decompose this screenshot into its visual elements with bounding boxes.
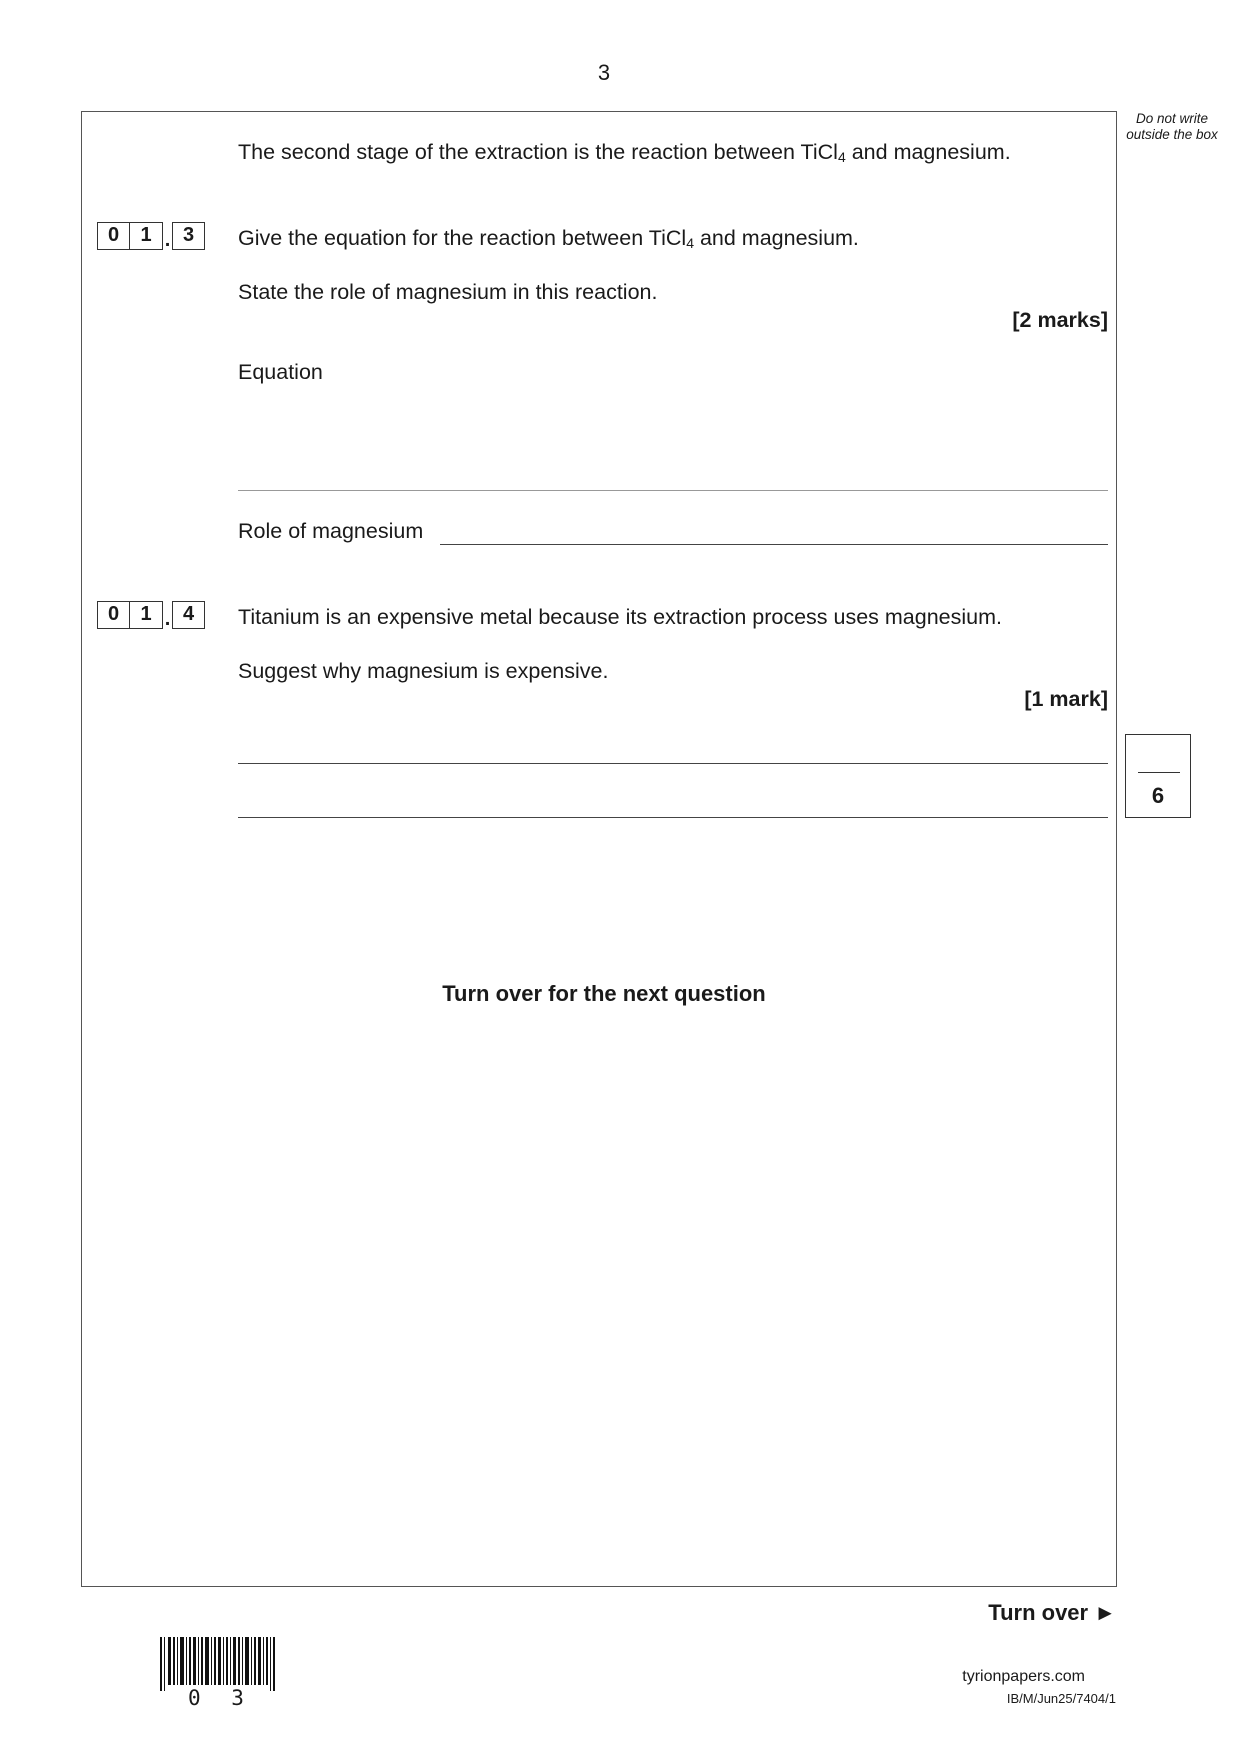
- question-number-01-4: [97, 601, 205, 629]
- equation-label: Equation: [238, 360, 323, 384]
- barcode-digits: 0 3: [188, 1686, 253, 1710]
- q014-prompt: Titanium is an expensive metal because its extraction process uses magnesium.: [238, 605, 1003, 629]
- qnum-digit: 1: [130, 222, 163, 250]
- qnum-digit: 3: [172, 222, 205, 250]
- qnum-dot: .: [164, 229, 171, 251]
- answer-line[interactable]: [238, 763, 1108, 764]
- turn-over-next-question: Turn over for the next question: [442, 981, 766, 1006]
- qnum-digit: 0: [97, 222, 130, 250]
- barcode-image: [160, 1637, 276, 1691]
- q013-prompt-equation: Give the equation for the reaction between TiCl$_4$ and magnesium.: [238, 226, 859, 251]
- q013-marks: [2 marks]: [1012, 308, 1108, 332]
- turn-over-label: Turn over ►: [988, 1600, 1116, 1625]
- role-label: Role of magnesium: [238, 519, 424, 543]
- qnum-dot: .: [164, 608, 171, 630]
- qnum-digit: 1: [130, 601, 163, 629]
- site-name: tyrionpapers.com: [962, 1668, 1085, 1685]
- q013-prompt-role: State the role of magnesium in this reaction.: [238, 280, 658, 304]
- q014-suggest: Suggest why magnesium is expensive.: [238, 659, 609, 683]
- margin-note: Do not write outside the box: [1126, 111, 1218, 142]
- equation-answer-line[interactable]: [238, 490, 1108, 491]
- score-total: 6: [1151, 783, 1165, 808]
- q014-marks: [1 mark]: [1024, 687, 1108, 711]
- qnum-digit: 4: [172, 601, 205, 629]
- question-number-01-3: [97, 222, 205, 250]
- qnum-digit: 0: [97, 601, 130, 629]
- answer-line[interactable]: [238, 817, 1108, 818]
- score-divider: [1138, 772, 1180, 773]
- page-number: 3: [597, 60, 611, 85]
- intro-text: The second stage of the extraction is the reaction between TiCl$_4$ and magnesium.: [238, 140, 1011, 165]
- role-answer-line[interactable]: [440, 544, 1108, 545]
- paper-reference: IB/M/Jun25/7404/1: [1006, 1691, 1116, 1706]
